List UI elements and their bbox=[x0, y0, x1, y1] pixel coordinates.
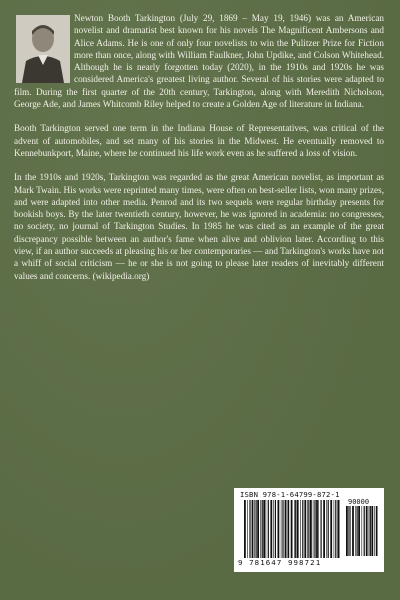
biography-text bbox=[14, 12, 384, 294]
biography-paragraph-1: Newton Booth Tarkington (July 29, 1869 – May 19, 1946) was an American novelist and dramatist best known for his novels The Magnificent Ambersons and Alice Adams. He is one of only four novelists to win the Pulitzer Prize for Fiction more than once, along with William Faulkner, John Updike, and Colson Whitehead. Although he is nearly forgotten today (2020), in the 1910s and 1920s he was considered America's greatest living author. Several of his stories were adapted to film. During the first quarter of the 20th century, Tarkington, along with Meredith Nicholson, George Ade, and James Whitcomb Riley helped to create a Golden Age of literature in Indiana. bbox=[14, 13, 384, 110]
isbn-barcode bbox=[234, 488, 384, 572]
price-code: 90000 bbox=[348, 498, 370, 506]
barcode-digits: 9 781647 998721 bbox=[238, 558, 322, 567]
biography-paragraph-2: Booth Tarkington served one term in the Indiana House of Representatives, was critical of the advent of automobiles, and set many of his stories in the Midwest. He eventually removed to Kennebunkport, Maine, where he continued his life work even as he suffered a loss of vision. bbox=[14, 123, 384, 158]
barcode-bars-icon bbox=[244, 500, 340, 558]
barcode-addon-bars-icon bbox=[346, 506, 378, 556]
isbn-text: ISBN 978-1-64799-872-1 bbox=[240, 490, 340, 499]
biography-paragraph-3: In the 1910s and 1920s, Tarkington was regarded as the great American novelist, as important as Mark Twain. His works were reprinted many times, were often on best-seller lists, won many prizes, and were adapted into other media. Penrod and its two sequels were regular birthday presents for bookish boys. By the later twentieth century, however, he was ignored in academia: no congresses, no society, no journal of Tarkington Studies. In 1985 he was cited as an example of the great discrepancy possible between an author's fame when alive and oblivion later. According to this view, if an author succeeds at pleasing his or her contemporaries — and Tarkington's works have not a whiff of social criticism — he or she is not going to please later readers of inevitably different values and concerns. (wikipedia.org) bbox=[14, 172, 384, 281]
